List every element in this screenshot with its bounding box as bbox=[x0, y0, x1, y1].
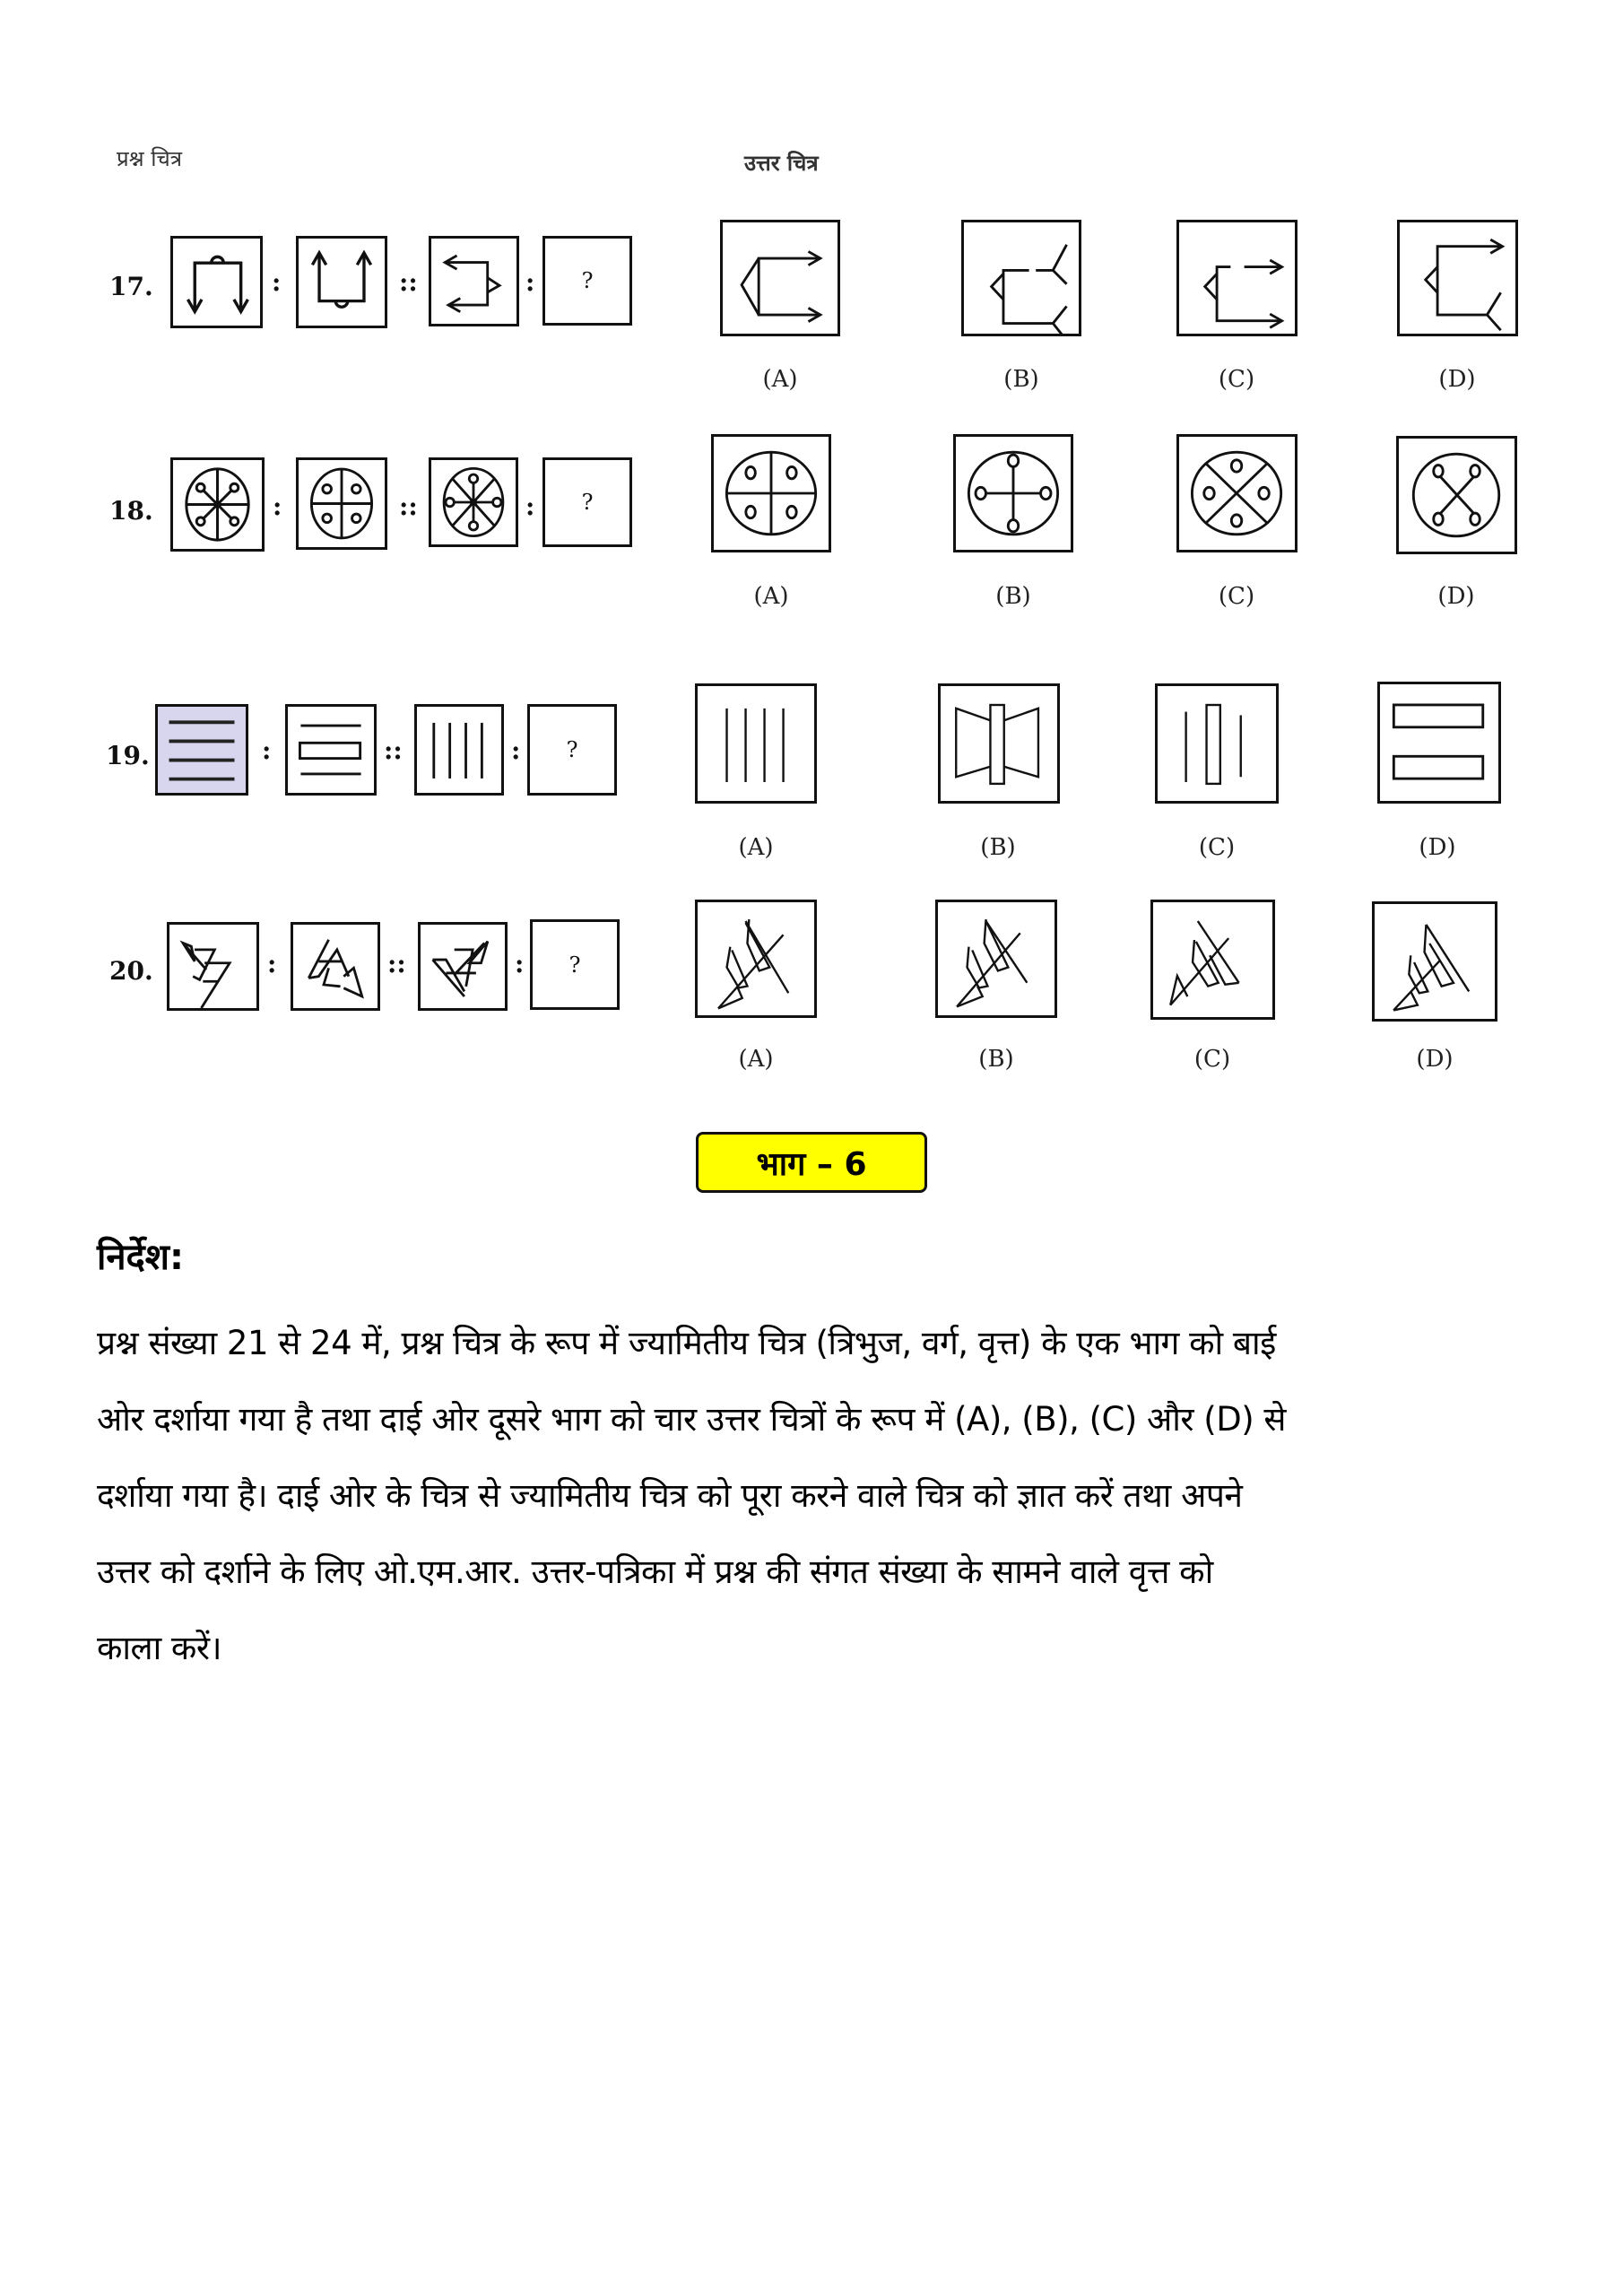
option-label-a: (A) bbox=[738, 1046, 774, 1073]
answer-option-a[interactable] bbox=[711, 434, 831, 552]
ratio-separator: : bbox=[515, 949, 525, 978]
question-figure-2 bbox=[296, 457, 387, 550]
directions-line: प्रश्न संख्या 21 से 24 में, प्रश्न चित्र के रूप में ज्यामितीय चित्र (त्रिभुज, वर्ग, वृत्त) के एक भाग को बाई bbox=[97, 1324, 1276, 1362]
question-mark: ? bbox=[581, 490, 594, 515]
option-label-c: (C) bbox=[1193, 1046, 1231, 1073]
question-figure-1 bbox=[155, 704, 248, 796]
ratio-separator: : bbox=[525, 267, 535, 297]
option-label-c: (C) bbox=[1218, 583, 1255, 610]
option-label-a: (A) bbox=[753, 583, 789, 610]
directions-line: उत्तर को दर्शाने के लिए ओ.एम.आर. उत्तर-पत्रिका में प्रश्न की संगत संख्या के सामने वाले वृत्त को bbox=[97, 1552, 1213, 1591]
answer-option-a[interactable] bbox=[695, 900, 817, 1018]
proportion-separator: :: bbox=[399, 267, 418, 297]
answer-option-c[interactable] bbox=[1176, 220, 1298, 336]
question-figure-1 bbox=[170, 457, 265, 552]
option-label-b: (B) bbox=[980, 834, 1016, 861]
directions-paragraph bbox=[97, 1305, 1532, 1686]
answer-option-d[interactable] bbox=[1396, 436, 1517, 554]
answer-option-c[interactable] bbox=[1176, 434, 1298, 552]
answer-figures-header: उत्तर चित्र bbox=[744, 150, 819, 176]
directions-line: काला करें। bbox=[97, 1629, 222, 1667]
question-figure-1 bbox=[167, 922, 259, 1011]
ratio-separator: : bbox=[262, 735, 272, 765]
question-figure-2 bbox=[296, 236, 387, 328]
proportion-separator: :: bbox=[387, 949, 406, 978]
question-figure-3 bbox=[429, 457, 518, 547]
question-figure-2 bbox=[291, 922, 380, 1011]
proportion-separator: :: bbox=[399, 491, 418, 521]
option-label-b: (B) bbox=[995, 583, 1031, 610]
question-mark: ? bbox=[566, 737, 578, 762]
unknown-figure bbox=[542, 457, 632, 547]
option-label-c: (C) bbox=[1198, 834, 1236, 861]
option-label-d: (D) bbox=[1437, 583, 1475, 610]
question-mark: ? bbox=[568, 952, 581, 978]
section-badge-label: भाग – 6 bbox=[756, 1145, 867, 1183]
directions-line: ओर दर्शाया गया है तथा दाई ओर दूसरे भाग को चार उत्तर चित्रों के रूप में (A), (B), (C) और (D) से bbox=[97, 1400, 1286, 1439]
ratio-separator: : bbox=[267, 949, 277, 978]
unknown-figure bbox=[542, 236, 632, 326]
answer-option-b[interactable] bbox=[953, 434, 1073, 552]
answer-option-c[interactable] bbox=[1155, 683, 1279, 804]
question-number: 17. bbox=[109, 272, 153, 301]
unknown-figure bbox=[527, 704, 617, 796]
unknown-figure bbox=[530, 919, 620, 1010]
option-label-a: (A) bbox=[762, 366, 798, 393]
directions-heading: निर्देश: bbox=[97, 1237, 184, 1278]
answer-option-d[interactable] bbox=[1377, 682, 1501, 804]
answer-option-b[interactable] bbox=[935, 900, 1057, 1018]
question-figure-3 bbox=[429, 236, 519, 326]
option-label-b: (B) bbox=[978, 1046, 1014, 1073]
ratio-separator: : bbox=[273, 491, 282, 521]
question-figures-header: प्रश्न चित्र bbox=[117, 146, 182, 171]
answer-option-b[interactable] bbox=[961, 220, 1081, 336]
answer-option-d[interactable] bbox=[1397, 220, 1518, 336]
question-mark: ? bbox=[581, 268, 594, 293]
question-number: 18. bbox=[109, 496, 153, 526]
option-label-d: (D) bbox=[1419, 834, 1456, 861]
answer-option-c[interactable] bbox=[1150, 900, 1275, 1020]
ratio-separator: : bbox=[272, 267, 282, 297]
question-figure-3 bbox=[418, 922, 508, 1011]
option-label-d: (D) bbox=[1416, 1046, 1454, 1073]
question-figure-2 bbox=[285, 704, 377, 796]
section-badge bbox=[696, 1132, 927, 1193]
answer-option-a[interactable] bbox=[720, 220, 840, 336]
option-label-c: (C) bbox=[1218, 366, 1255, 393]
ratio-separator: : bbox=[525, 491, 535, 521]
question-figure-1 bbox=[170, 236, 263, 328]
directions-line: दर्शाया गया है। दाई ओर के चित्र से ज्यामितीय चित्र को पूरा करने वाले चित्र को ज्ञात करें तथा अपने bbox=[97, 1476, 1243, 1515]
answer-option-b[interactable] bbox=[938, 683, 1060, 804]
option-label-d: (D) bbox=[1438, 366, 1476, 393]
option-label-b: (B) bbox=[1003, 366, 1039, 393]
option-label-a: (A) bbox=[738, 834, 774, 861]
answer-option-d[interactable] bbox=[1372, 901, 1497, 1022]
ratio-separator: : bbox=[511, 735, 521, 765]
question-number: 20. bbox=[109, 956, 153, 986]
question-figure-3 bbox=[414, 704, 504, 796]
proportion-separator: :: bbox=[384, 735, 403, 765]
answer-option-a[interactable] bbox=[695, 683, 817, 804]
question-number: 19. bbox=[106, 741, 150, 770]
